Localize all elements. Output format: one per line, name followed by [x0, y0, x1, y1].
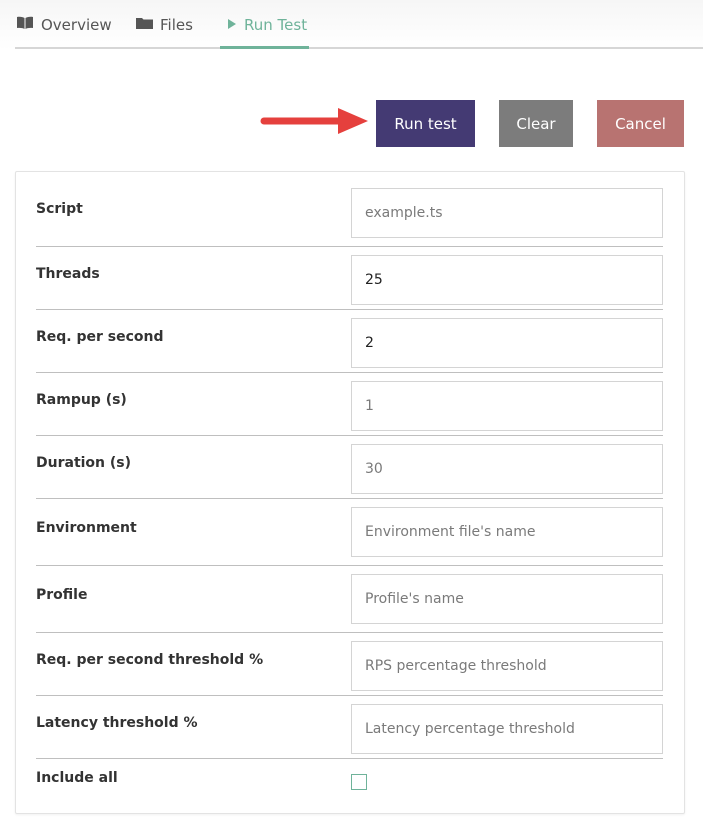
annotation-arrow-icon: [258, 106, 374, 136]
tab-overview[interactable]: [16, 13, 112, 37]
duration-field[interactable]: [351, 444, 663, 494]
environment-label: Environment: [36, 520, 137, 536]
tab-label: Run Test: [244, 16, 308, 34]
threads-field[interactable]: [351, 255, 663, 305]
include-all-label: Include all: [36, 770, 118, 786]
rampup-label: Rampup (s): [36, 392, 127, 408]
rps-threshold-label: Req. per second threshold %: [36, 652, 264, 668]
tab-run-test[interactable]: [227, 13, 307, 37]
duration-label: Duration (s): [36, 455, 132, 471]
row-divider: [36, 695, 663, 696]
row-divider: [36, 758, 663, 759]
run-test-button[interactable]: Run test: [376, 100, 475, 147]
environment-field[interactable]: [351, 507, 663, 557]
latency-threshold-field[interactable]: [351, 704, 663, 754]
row-divider: [36, 372, 663, 373]
row-divider: [36, 565, 663, 566]
tab-files[interactable]: [136, 13, 193, 37]
tab-label: Overview: [41, 16, 112, 34]
row-divider: [36, 498, 663, 499]
include-all-checkbox[interactable]: [351, 774, 367, 790]
tab-bar: [0, 0, 703, 50]
rampup-field[interactable]: [351, 381, 663, 431]
row-divider: [36, 435, 663, 436]
latency-threshold-label: Latency threshold %: [36, 715, 198, 731]
folder-icon: [136, 16, 153, 34]
tab-label: Files: [160, 16, 193, 34]
rps-threshold-field[interactable]: [351, 641, 663, 691]
row-divider: [36, 632, 663, 633]
row-divider: [36, 309, 663, 310]
threads-label: Threads: [36, 266, 100, 282]
clear-button[interactable]: Clear: [499, 100, 573, 147]
rps-label: Req. per second: [36, 329, 164, 345]
active-tab-indicator: [220, 46, 309, 49]
script-field[interactable]: [351, 188, 663, 238]
rps-field[interactable]: [351, 318, 663, 368]
tab-divider: [15, 47, 703, 49]
profile-field[interactable]: [351, 574, 663, 624]
book-icon: [16, 16, 34, 34]
profile-label: Profile: [36, 587, 88, 603]
row-divider: [36, 246, 663, 247]
play-icon: [227, 16, 237, 34]
script-label: Script: [36, 201, 83, 217]
cancel-button[interactable]: Cancel: [597, 100, 684, 147]
